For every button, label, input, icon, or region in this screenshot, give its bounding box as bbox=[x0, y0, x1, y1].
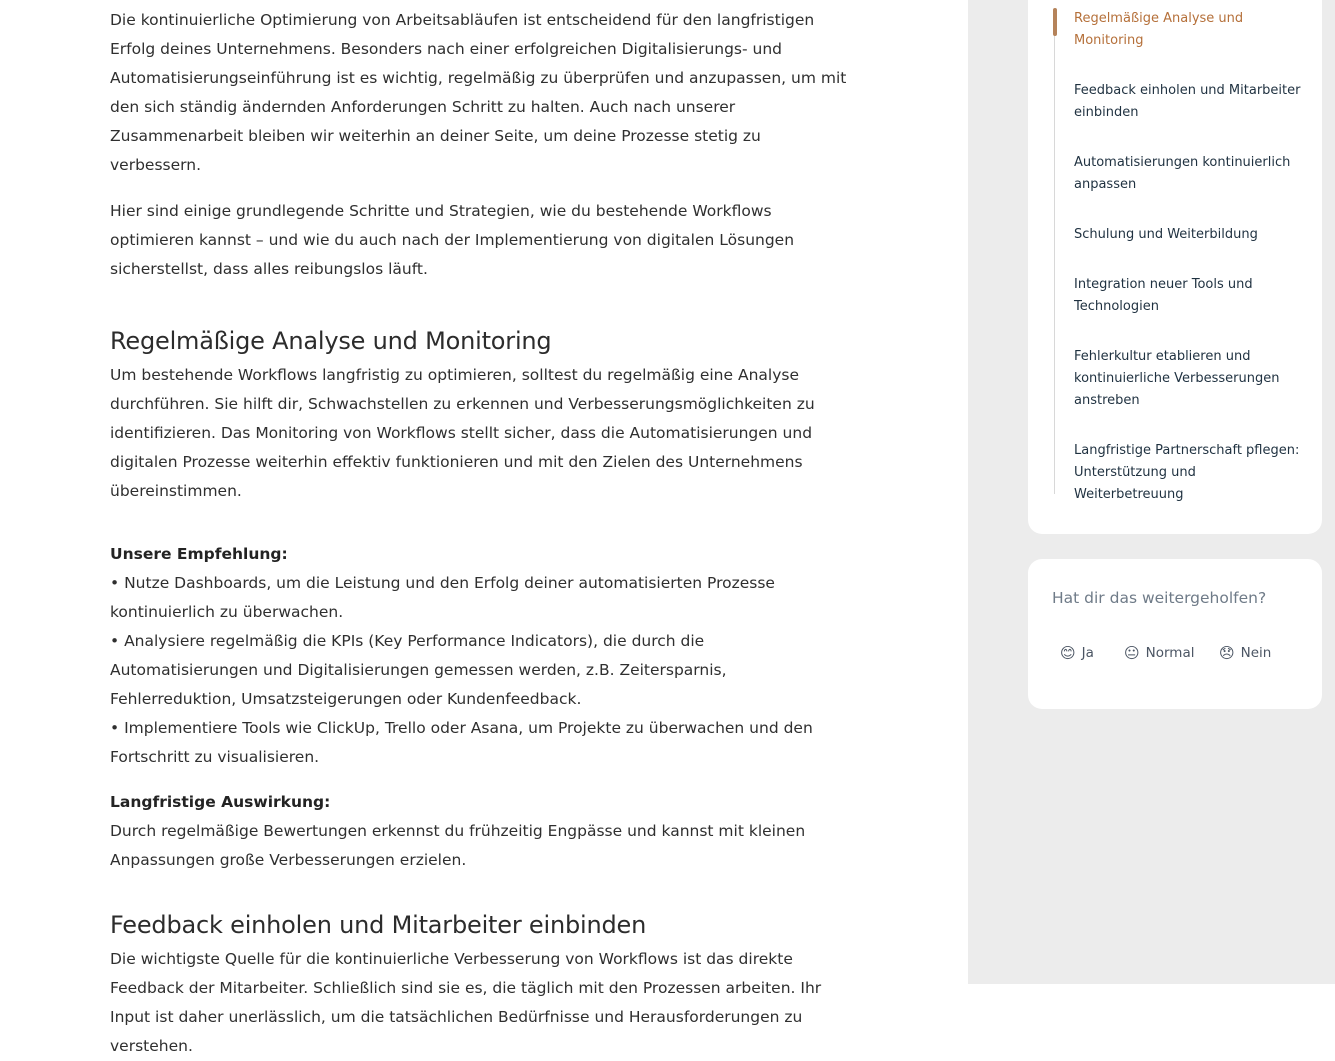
feedback-title: Hat dir das weitergeholfen? bbox=[1052, 589, 1267, 607]
article-content bbox=[110, 6, 855, 1061]
section-analysis-paragraph: Um bestehende Workflows langfristig zu optimieren, solltest du regelmäßig eine Analyse durchführen. Sie hilft dir, Schwachstellen zu erkennen und Verbesserungsmöglichkeiten zu identifizieren. Das Monitoring von Workflows stellt sicher, dass die Automatisierungen und digitalen Prozesse weiterhin effektiv funktionieren und mit den Zielen des Unternehmens übereinstimmen. bbox=[110, 366, 815, 500]
sidebar bbox=[968, 0, 1335, 984]
toc-item-analysis[interactable]: Regelmäßige Analyse und Monitoring bbox=[1074, 11, 1244, 48]
toc-item-error-culture[interactable]: Fehlerkultur etablieren und kontinuierliche Verbesserungen anstreben bbox=[1074, 349, 1280, 408]
impact-text: Durch regelmäßige Bewertungen erkennst du frühzeitig Engpässe und kannst mit kleinen Anpassungen große Verbesserungen erzielen. bbox=[110, 822, 806, 869]
recommendation-block bbox=[110, 540, 855, 772]
toc-item-partnership[interactable]: Langfristige Partnerschaft pflegen: Unterstützung und Weiterbetreuung bbox=[1074, 443, 1300, 502]
toc-item-integration[interactable]: Integration neuer Tools und Technologien bbox=[1074, 277, 1253, 314]
toc-track bbox=[1054, 10, 1055, 494]
smile-icon: 😊 bbox=[1060, 644, 1076, 662]
recommendation-item: • Nutze Dashboards, um die Leistung und den Erfolg deiner automatisierten Prozesse kontinuierlich zu überwachen. bbox=[110, 574, 775, 621]
intro-paragraph-1: Die kontinuierliche Optimierung von Arbeitsabläufen ist entscheidend für den langfristigen Erfolg deines Unternehmens. Besonders nach einer erfolgreichen Digitalisierungs- und Automatisierungseinführung ist es wichtig, regelmäßig zu überprüfen und anzupassen, um mit den sich ständig ändernden Anforderungen Schritt zu halten. Auch nach unserer Zusammenarbeit bleiben wir weiterhin an deiner Seite, um deine Prozesse stetig zu verbessern. bbox=[110, 11, 847, 174]
sad-face-icon: 😞 bbox=[1219, 644, 1235, 662]
section-feedback-paragraph: Die wichtigste Quelle für die kontinuierliche Verbesserung von Workflows ist das direkte Feedback der Mitarbeiter. Schließlich sind sie es, die täglich mit den Prozessen arbeiten. Ihr Input ist daher unerlässlich, um die tatsächlichen Bedürfnisse und Herausforderungen zu verstehen. bbox=[110, 950, 822, 1055]
feedback-no-label: Nein bbox=[1240, 645, 1272, 661]
impact-block bbox=[110, 788, 855, 875]
toc-item-training[interactable]: Schulung und Weiterbildung bbox=[1074, 227, 1258, 242]
feedback-normal-button[interactable] bbox=[1124, 644, 1195, 662]
feedback-yes-label: Ja bbox=[1081, 645, 1094, 661]
feedback-yes-button[interactable] bbox=[1060, 644, 1094, 662]
neutral-face-icon: 😐 bbox=[1124, 644, 1140, 662]
table-of-contents bbox=[1028, 0, 1322, 534]
toc-item-automation[interactable]: Automatisierungen kontinuierlich anpassen bbox=[1074, 155, 1291, 192]
recommendation-item: • Analysiere regelmäßig die KPIs (Key Performance Indicators), die durch die Automatisierungen und Digitalisierungen gemessen werden, z.B. Zeitersparnis, Fehlerreduktion, Umsatzsteigerungen oder Kundenfeedback. bbox=[110, 632, 727, 708]
impact-label: Langfristige Auswirkung: bbox=[110, 793, 331, 811]
feedback-widget bbox=[1028, 559, 1322, 709]
intro-paragraph-2: Hier sind einige grundlegende Schritte und Strategien, wie du bestehende Workflows optimieren kannst – und wie du auch nach der Implementierung von digitalen Lösungen sicherstellst, dass alles reibungslos läuft. bbox=[110, 202, 795, 278]
toc-active-indicator bbox=[1053, 8, 1057, 36]
feedback-normal-label: Normal bbox=[1145, 645, 1195, 661]
toc-item-feedback[interactable]: Feedback einholen und Mitarbeiter einbinden bbox=[1074, 83, 1301, 120]
recommendation-label: Unsere Empfehlung: bbox=[110, 545, 288, 563]
feedback-no-button[interactable] bbox=[1219, 644, 1271, 662]
recommendation-item: • Implementiere Tools wie ClickUp, Trello oder Asana, um Projekte zu überwachen und den Fortschritt zu visualisieren. bbox=[110, 719, 813, 766]
section-heading-analysis: Regelmäßige Analyse und Monitoring bbox=[110, 327, 552, 355]
section-heading-feedback: Feedback einholen und Mitarbeiter einbinden bbox=[110, 911, 647, 939]
